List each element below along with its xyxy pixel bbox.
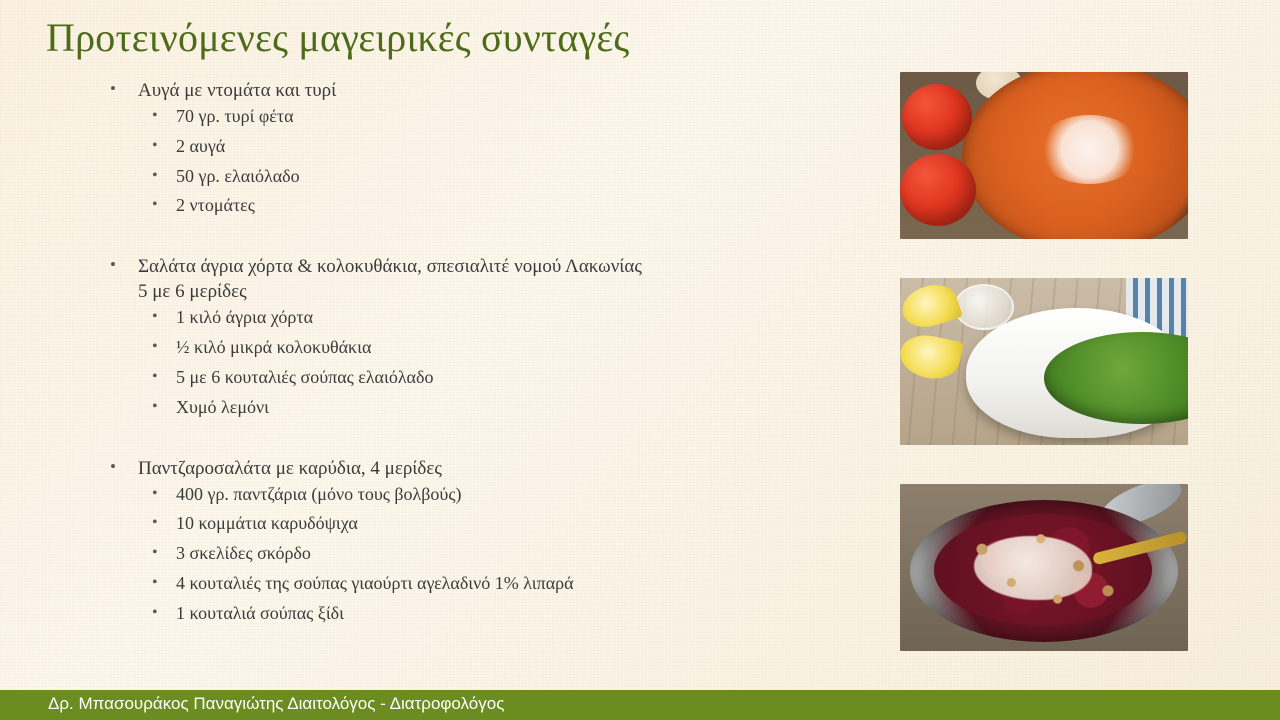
greens-shape [1044,332,1188,424]
footer-text: Δρ. Μπασουράκος Παναγιώτης Διαιτολόγος - Διατροφολόγος [48,694,505,713]
list-item [138,514,860,534]
recipe-heading-text: Σαλάτα άγρια χόρτα & κολοκυθάκια, σπεσιαλιτέ νομού Λακωνίας [138,256,642,278]
bullet-icon: • [110,255,116,275]
recipe-servings-text: 5 με 6 μερίδες [138,281,247,303]
recipe-item [100,456,860,624]
recipe-photo-beet-salad [900,484,1188,651]
ingredient-text: 5 με 6 κουταλιές σούπας ελαιόλαδο [176,367,434,388]
list-item [138,544,860,564]
list-item [138,485,860,505]
footer-bar [0,690,1280,720]
list-item [138,574,860,594]
list-item [138,196,860,216]
ingredient-text: 2 αυγά [176,135,226,156]
list-item [138,167,860,187]
recipe-heading [100,456,860,624]
ingredient-text: ½ κιλό μικρά κολοκυθάκια [176,337,372,358]
ingredient-text: 2 ντομάτες [176,195,255,216]
ingredient-list [138,308,860,417]
bullet-icon: • [152,514,158,532]
bullet-icon: • [152,107,158,125]
bullet-icon: • [152,544,158,562]
recipe-heading [100,78,860,216]
recipe-item [100,254,860,417]
bullet-icon: • [152,397,158,415]
tomato-shape [902,84,972,150]
list-item [138,107,860,127]
bullet-icon: • [110,79,116,98]
ingredient-text: 4 κουταλιές της σούπας γιαούρτι αγελαδινό 1% λιπαρά [176,573,574,594]
list-item [138,338,860,358]
ingredient-text: 3 σκελίδες σκόρδο [176,543,311,564]
bullet-icon: • [152,136,158,154]
bullet-icon: • [152,484,158,502]
recipe-item [100,78,860,216]
recipe-heading-text: Αυγά με ντομάτα και τυρί [138,80,337,101]
bowl-shape [954,284,1014,330]
ingredient-text: 1 κουταλιά σούπας ξίδι [176,602,344,623]
bullet-icon: • [152,368,158,386]
photo-column [900,72,1188,690]
list-item [138,368,860,388]
dish-shape [966,308,1188,438]
tomato-shape [900,154,976,226]
bullet-icon: • [152,166,158,184]
ingredient-text: 400 γρ. παντζάρια (μόνο τους βολβούς) [176,483,462,504]
list-item [138,308,860,328]
ingredient-text: 1 κιλό άγρια χόρτα [176,307,314,328]
bullet-icon: • [152,338,158,356]
bullet-icon: • [152,603,158,621]
recipe-photo-greens [900,278,1188,445]
page-title: Προτεινόμενες μαγειρικές συνταγές [46,15,630,60]
list-item [138,137,860,157]
bullet-icon: • [152,308,158,326]
recipe-heading-text: Παντζαροσαλάτα με καρύδια, 4 μερίδες [138,457,442,479]
recipe-photo-eggs-tomato [900,72,1188,239]
recipe-list [100,78,860,650]
bullet-icon: • [152,196,158,214]
bullet-icon: • [110,456,116,476]
list-item [138,604,860,624]
ingredient-text: 10 κομμάτια καρυδόψιχα [176,513,358,534]
ingredient-text: 50 γρ. ελαιόλαδο [176,165,300,186]
ingredient-text: Χυμό λεμόνι [176,396,269,417]
ingredient-list [138,107,860,216]
walnuts-shape [940,518,1150,622]
ingredient-text: 70 γρ. τυρί φέτα [176,106,294,127]
bullet-icon: • [152,574,158,592]
pan-shape [962,72,1188,239]
list-item [138,398,860,418]
recipe-heading [100,254,860,417]
ingredient-list [138,485,860,624]
